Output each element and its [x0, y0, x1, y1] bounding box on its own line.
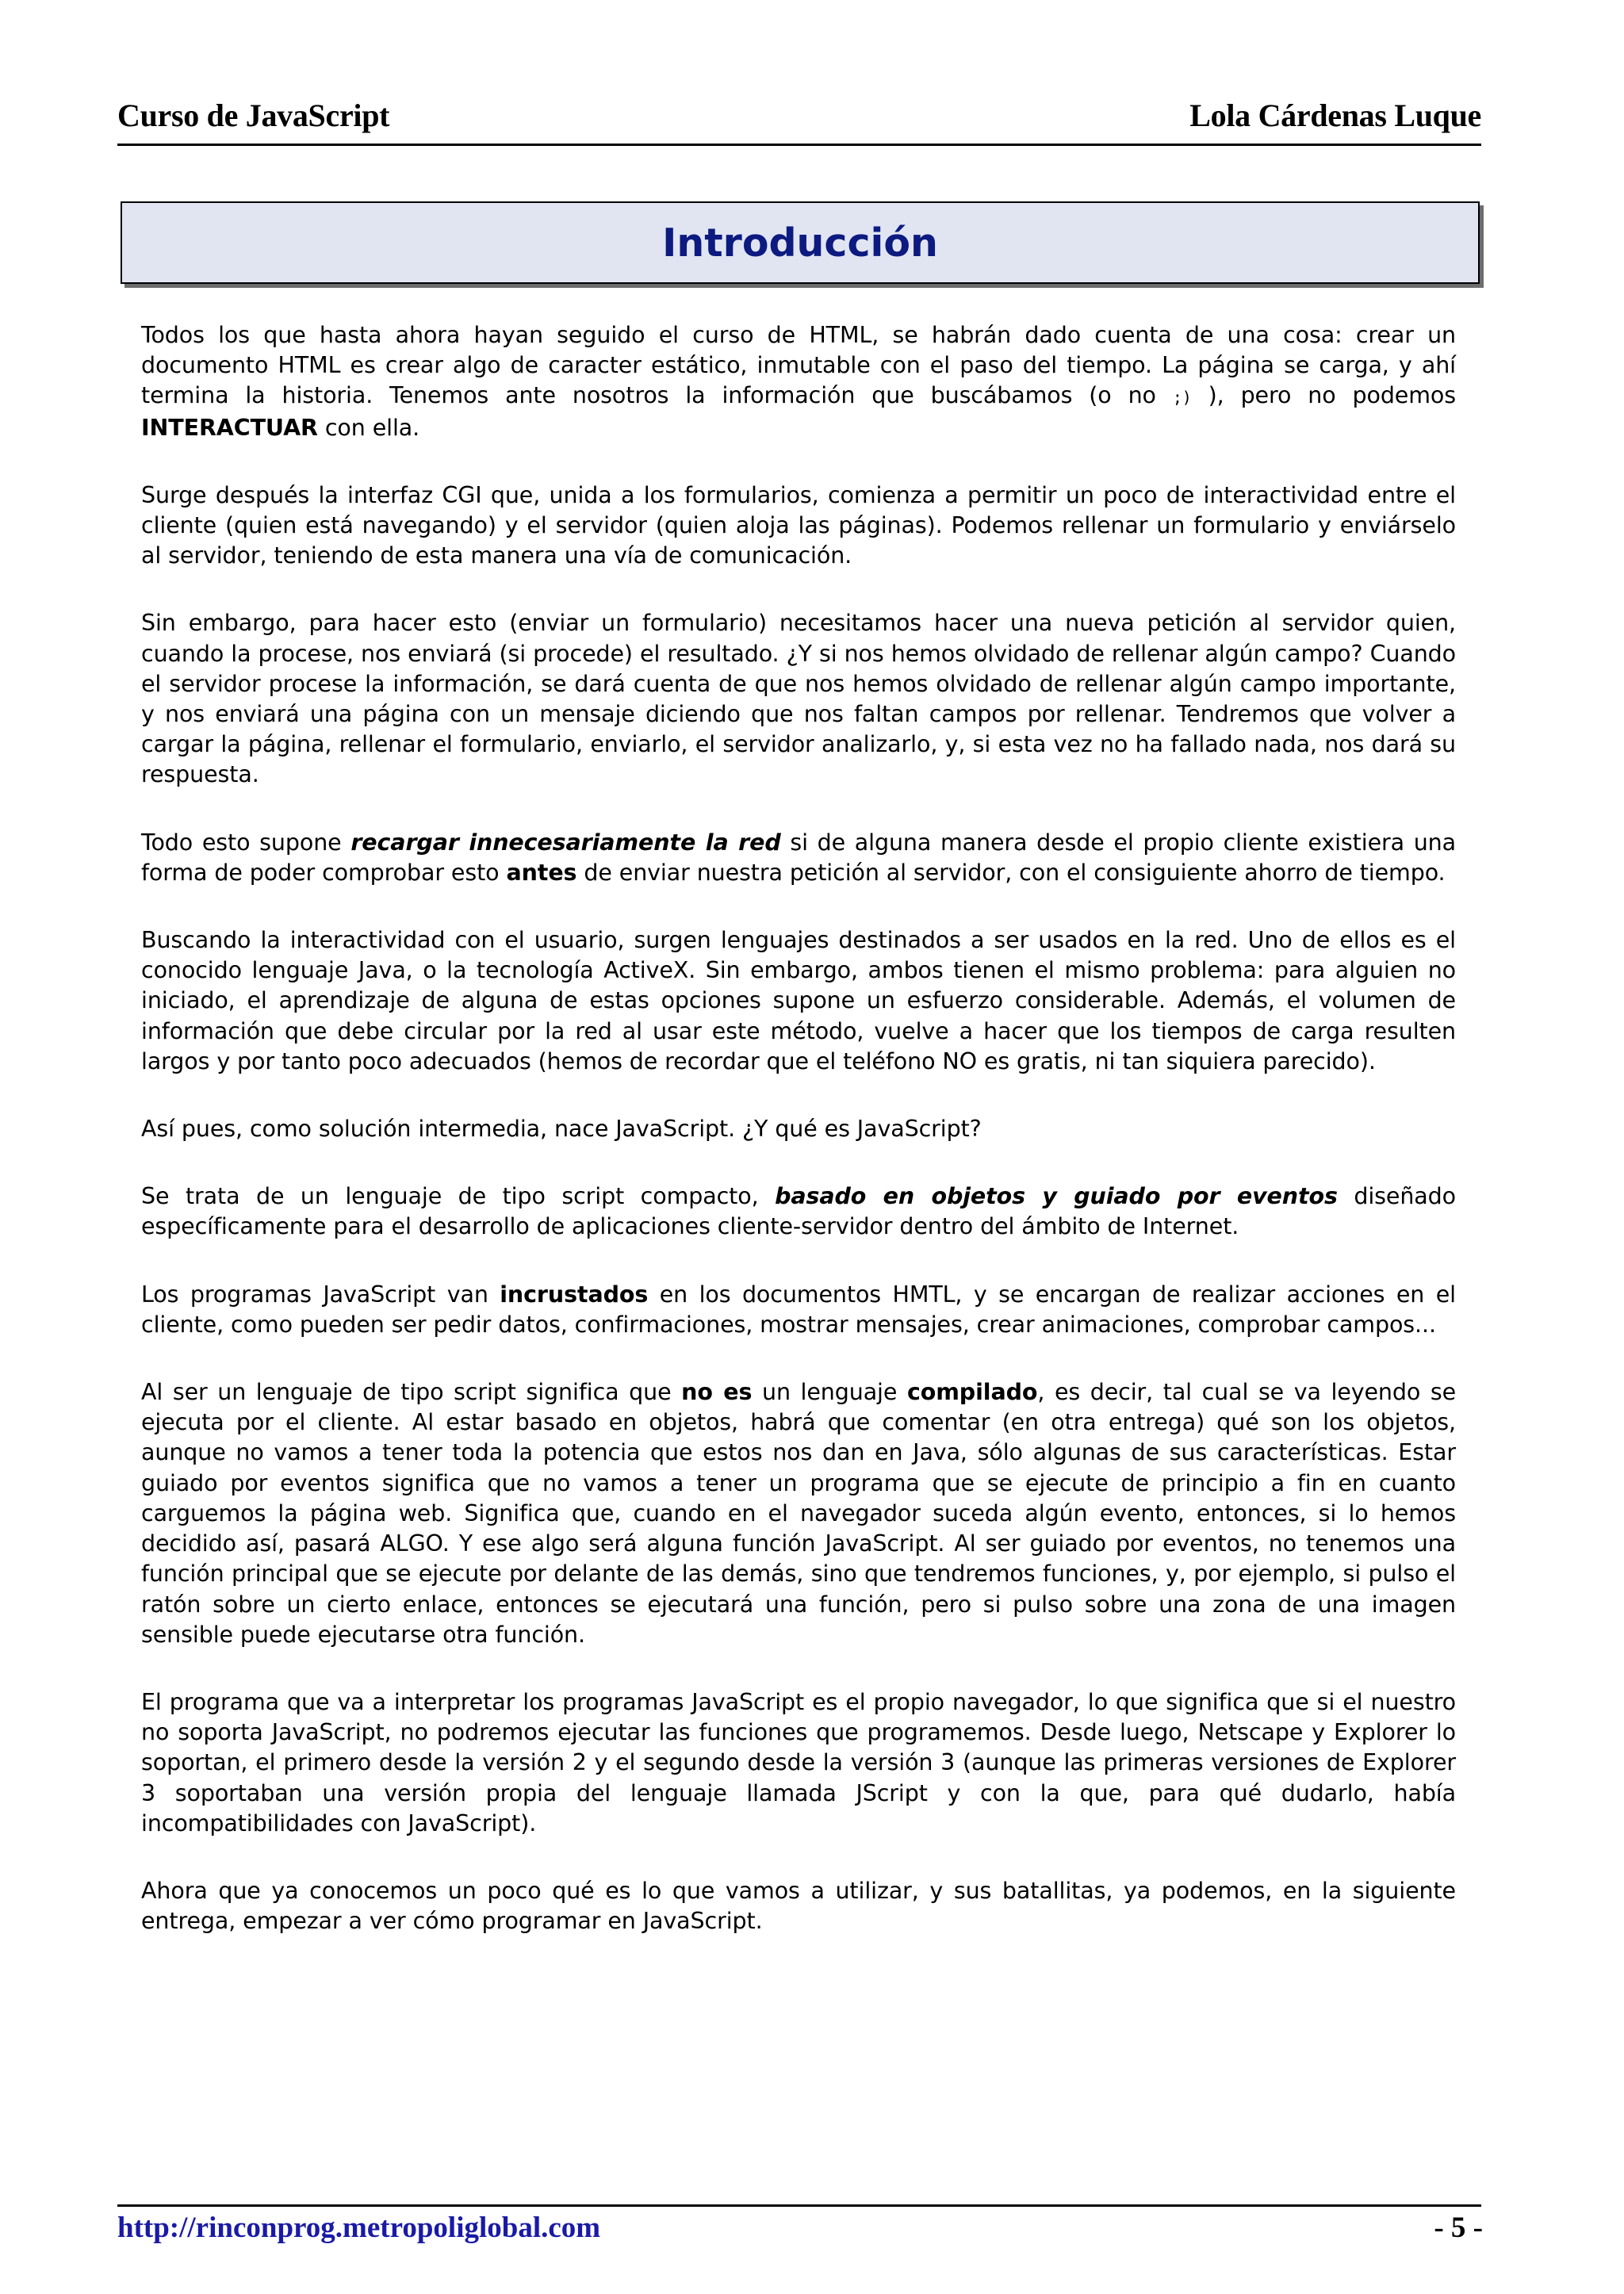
paragraph-7-text-b: diseñado específicamente para el desarrollo de aplicaciones cliente-servidor dentro del ámbito de Internet.	[141, 1183, 1456, 1240]
interactuar-bold: INTERACTUAR	[141, 414, 318, 441]
basado-emphasis: basado en objetos y guiado por eventos	[775, 1183, 1338, 1210]
paragraph-4-text: Todo esto supone	[141, 829, 351, 856]
compilado-bold: compilado	[906, 1379, 1038, 1406]
paragraph-8	[141, 1280, 1456, 1340]
smiley-emoticon: ;)	[1172, 388, 1192, 408]
body-text	[141, 320, 1456, 1974]
paragraph-1-text: Todos los que hasta ahora hayan seguido el curso de HTML, se habrán dado cuenta de una cosa: crear un documento HTML es crear algo de caracter estático, inmutable con el paso del tiempo. La página se carga, y ahí termina la historia. Tenemos ante nosotros la información que buscábamos (o no	[141, 322, 1456, 409]
header-author: Lola Cárdenas Luque	[1189, 98, 1481, 133]
paragraph-9	[141, 1377, 1456, 1650]
paragraph-8-text-b: en los documentos HMTL, y se encargan de realizar acciones en el cliente, como pueden ser pedir datos, confirmaciones, mostrar mensajes, crear animaciones, comprobar campos...	[141, 1281, 1456, 1338]
paragraph-7	[141, 1181, 1456, 1242]
header-course-title: Curso de JavaScript	[117, 98, 390, 133]
footer-rule	[117, 2204, 1481, 2207]
footer-url-link[interactable]: http://rinconprog.metropoliglobal.com	[117, 2212, 601, 2244]
title-box	[121, 201, 1480, 284]
paragraph-4	[141, 828, 1456, 888]
paragraph-4-text-b: si de alguna manera desde el propio cliente existiera una forma de poder comprobar esto	[141, 829, 1456, 886]
paragraph-8-text: Los programas JavaScript van	[141, 1281, 500, 1308]
paragraph-10: El programa que va a interpretar los programas JavaScript es el propio navegador, lo que significa que si el nuestro no soporta JavaScript, no podremos ejecutar las funciones que programemos. Desde luego, Netscape y Explorer lo soportan, el primero desde la versión 2 y el segundo desde la versión 3 (aunque las primeras versiones de Explorer 3 soportaban una versión propia del lenguaje llamada JScript y con la que, para qué dudarlo, había incompatibilidades con JavaScript).	[141, 1688, 1456, 1836]
paragraph-9-text-b: un lenguaje	[752, 1379, 907, 1406]
paragraph-6: Así pues, como solución intermedia, nace JavaScript. ¿Y qué es JavaScript?	[141, 1116, 982, 1143]
antes-bold: antes	[506, 859, 577, 886]
paragraph-1	[141, 320, 1456, 443]
paragraph-9-text: Al ser un lenguaje de tipo script significa que	[141, 1379, 682, 1406]
paragraph-2: Surge después la interfaz CGI que, unida a los formularios, comienza a permitir un poco de interactividad entre el cliente (quien está navegando) y el servidor (quien aloja las páginas). Podemos rellenar un formulario y enviárselo al servidor, teniendo de esta manera una vía de comunicación.	[141, 481, 1456, 569]
paragraph-7-text: Se trata de un lenguaje de tipo script compacto,	[141, 1183, 776, 1210]
paragraph-4-text-c: de enviar nuestra petición al servidor, con el consiguiente ahorro de tiempo.	[576, 859, 1446, 886]
paragraph-3: Sin embargo, para hacer esto (enviar un formulario) necesitamos hacer una nueva petición al servidor quien, cuando la procese, nos enviará (si procede) el resultado. ¿Y si nos hemos olvidado de rellenar algún campo? Cuando el servidor procese la información, se dará cuenta de que nos hemos olvidado de rellenar algún campo importante, y nos enviará una página con un mensaje diciendo que nos faltan campos por rellenar. Tendremos que volver a cargar la página, rellenar el formulario, enviarlo, el servidor analizarlo, y, si esta vez no ha fallado nada, nos dará su respuesta.	[141, 610, 1456, 788]
recargar-emphasis: recargar innecesariamente la red	[350, 829, 781, 856]
incrustados-bold: incrustados	[500, 1281, 649, 1308]
header-rule	[117, 144, 1481, 146]
paragraph-11: Ahora que ya conocemos un poco qué es lo que vamos a utilizar, y sus batallitas, ya podemos, en la siguiente entrega, empezar a ver cómo programar en JavaScript.	[141, 1877, 1456, 1935]
paragraph-1-text-c: con ella.	[317, 414, 420, 441]
paragraph-5: Buscando la interactividad con el usuario, surgen lenguajes destinados a ser usados en la red. Uno de ellos es el conocido lenguaje Java, o la tecnología ActiveX. Sin embargo, ambos tienen el mismo problema: para alguien no iniciado, el aprendizaje de alguna de estas opciones supone un esfuerzo considerable. Además, el volumen de información que debe circular por la red al usar este método, vuelve a hacer que los tiempos de carga resulten largos y por tanto poco adecuados (hemos de recordar que el teléfono NO es gratis, ni tan siquiera parecido).	[141, 927, 1456, 1074]
no-es-bold: no es	[681, 1379, 753, 1406]
paragraph-1-text-b: ), pero no podemos	[1191, 382, 1456, 409]
page-title: Introducción	[662, 220, 938, 266]
paragraph-9-text-c: , es decir, tal cual se va leyendo se ejecuta por el cliente. Al estar basado en objetos, habrá que comentar (en otra entrega) qué son los objetos, aunque no vamos a tener toda la potencia que estos nos dan en Java, sólo algunas de sus características. Estar guiado por eventos significa que no vamos a tener un programa que se ejecute de principio a fin en cuanto carguemos la página web. Significa que, cuando en el navegador suceda algún evento, entonces, si lo hemos decidido así, pasará ALGO. Y ese algo será alguna función JavaScript. Al ser guiado por eventos, no tenemos una función principal que se ejecute por delante de las demás, sino que tendremos funciones, y, por ejemplo, si pulso el ratón sobre un cierto enlace, entonces se ejecutará una función, pero si pulso sobre una zona de una imagen sensible puede ejecutarse otra función.	[141, 1379, 1457, 1648]
page-number: - 5 -	[1434, 2212, 1483, 2244]
